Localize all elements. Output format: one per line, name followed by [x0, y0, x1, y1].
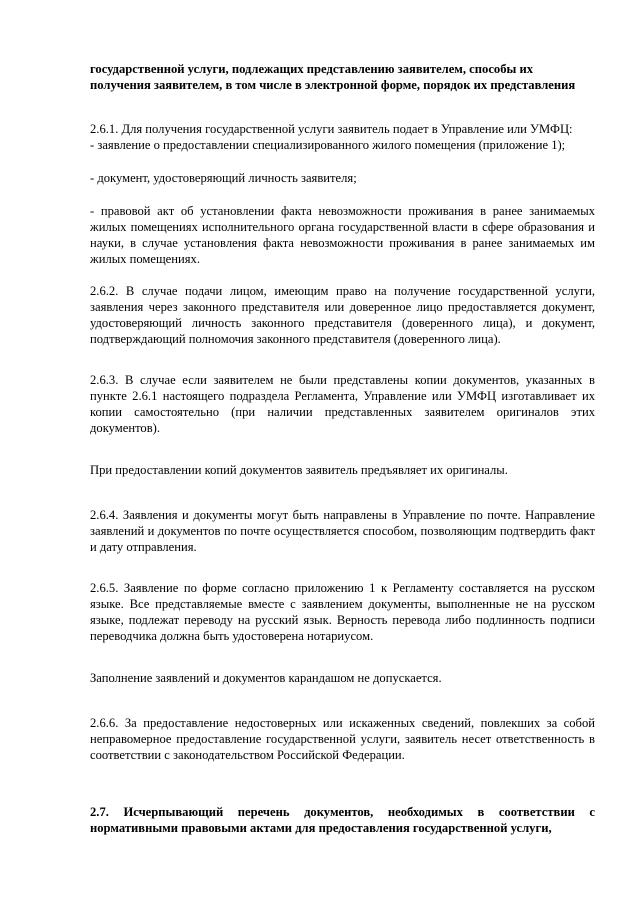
list-item-identity-document: - документ, удостоверяющий личность заявителя; — [90, 171, 357, 185]
paragraph-originals-note: При предоставлении копий документов заявитель предъявляет их оригиналы. — [90, 463, 508, 477]
paragraph-2-6-1-intro: 2.6.1. Для получения государственной услуги заявитель подает в Управление или УМФЦ: — [90, 122, 573, 136]
paragraph-2-6-3: 2.6.3. В случае если заявителем не были представлены копии документов, указанных в пункте 2.6.1 настоящего подраздела Регламента, Управление или УМФЦ изготавливает их копии самостоятельно (при наличии представленных заявителем оригиналов этих документов). — [90, 373, 595, 435]
paragraph-2-6-4: 2.6.4. Заявления и документы могут быть направлены в Управление по почте. Направление заявлений и документов по почте осуществляется способом, позволяющим подтвердить факт и дату отправления. — [90, 508, 595, 554]
paragraph-2-6-6: 2.6.6. За предоставление недостоверных или искаженных сведений, повлекших за собой неправомерное предоставление государственной услуги, заявитель несет ответственность в соответствии с законодательством Российской Федерации. — [90, 716, 595, 762]
section-heading-2-7: 2.7. Исчерпывающий перечень документов, необходимых в соответствии с нормативными правовыми актами для предоставления государственной услуги, — [90, 805, 595, 835]
paragraph-pencil-note: Заполнение заявлений и документов карандашом не допускается. — [90, 671, 442, 685]
section-heading-continued — [90, 61, 595, 93]
list-item-application: - заявление о предоставлении специализированного жилого помещения (приложение 1); — [90, 138, 566, 152]
heading-line-1: государственной услуги, подлежащих представлению заявителем, способы их — [90, 62, 534, 76]
paragraph-2-6-1 — [90, 121, 595, 267]
list-item-legal-act: - правовой акт об установлении факта невозможности проживания в ранее занимаемых жилых помещениях исполнительного органа государственной власти в сфере образования и науки, в случае установления факта невозможности проживания в ранее занимаемых им жилых помещениях. — [90, 204, 595, 266]
paragraph-2-6-2: 2.6.2. В случае подачи лицом, имеющим право на получение государственной услуги, заявления через законного представителя или доверенное лицо предоставляется документ, удостоверяющий личность законного представителя (доверенного лица), и документ, подтверждающий полномочия законного представителя (доверенного лица). — [90, 284, 595, 346]
paragraph-2-6-5: 2.6.5. Заявление по форме согласно приложению 1 к Регламенту составляется на русском языке. Все представляемые вместе с заявлением документы, выполненные не на русском языке, подлежат переводу на русский язык. Верность перевода либо подлинность подписи переводчика должна быть удостоверена нотариусом. — [90, 581, 595, 643]
heading-line-2: получения заявителем, в том числе в электронной форме, порядок их представления — [90, 78, 576, 92]
